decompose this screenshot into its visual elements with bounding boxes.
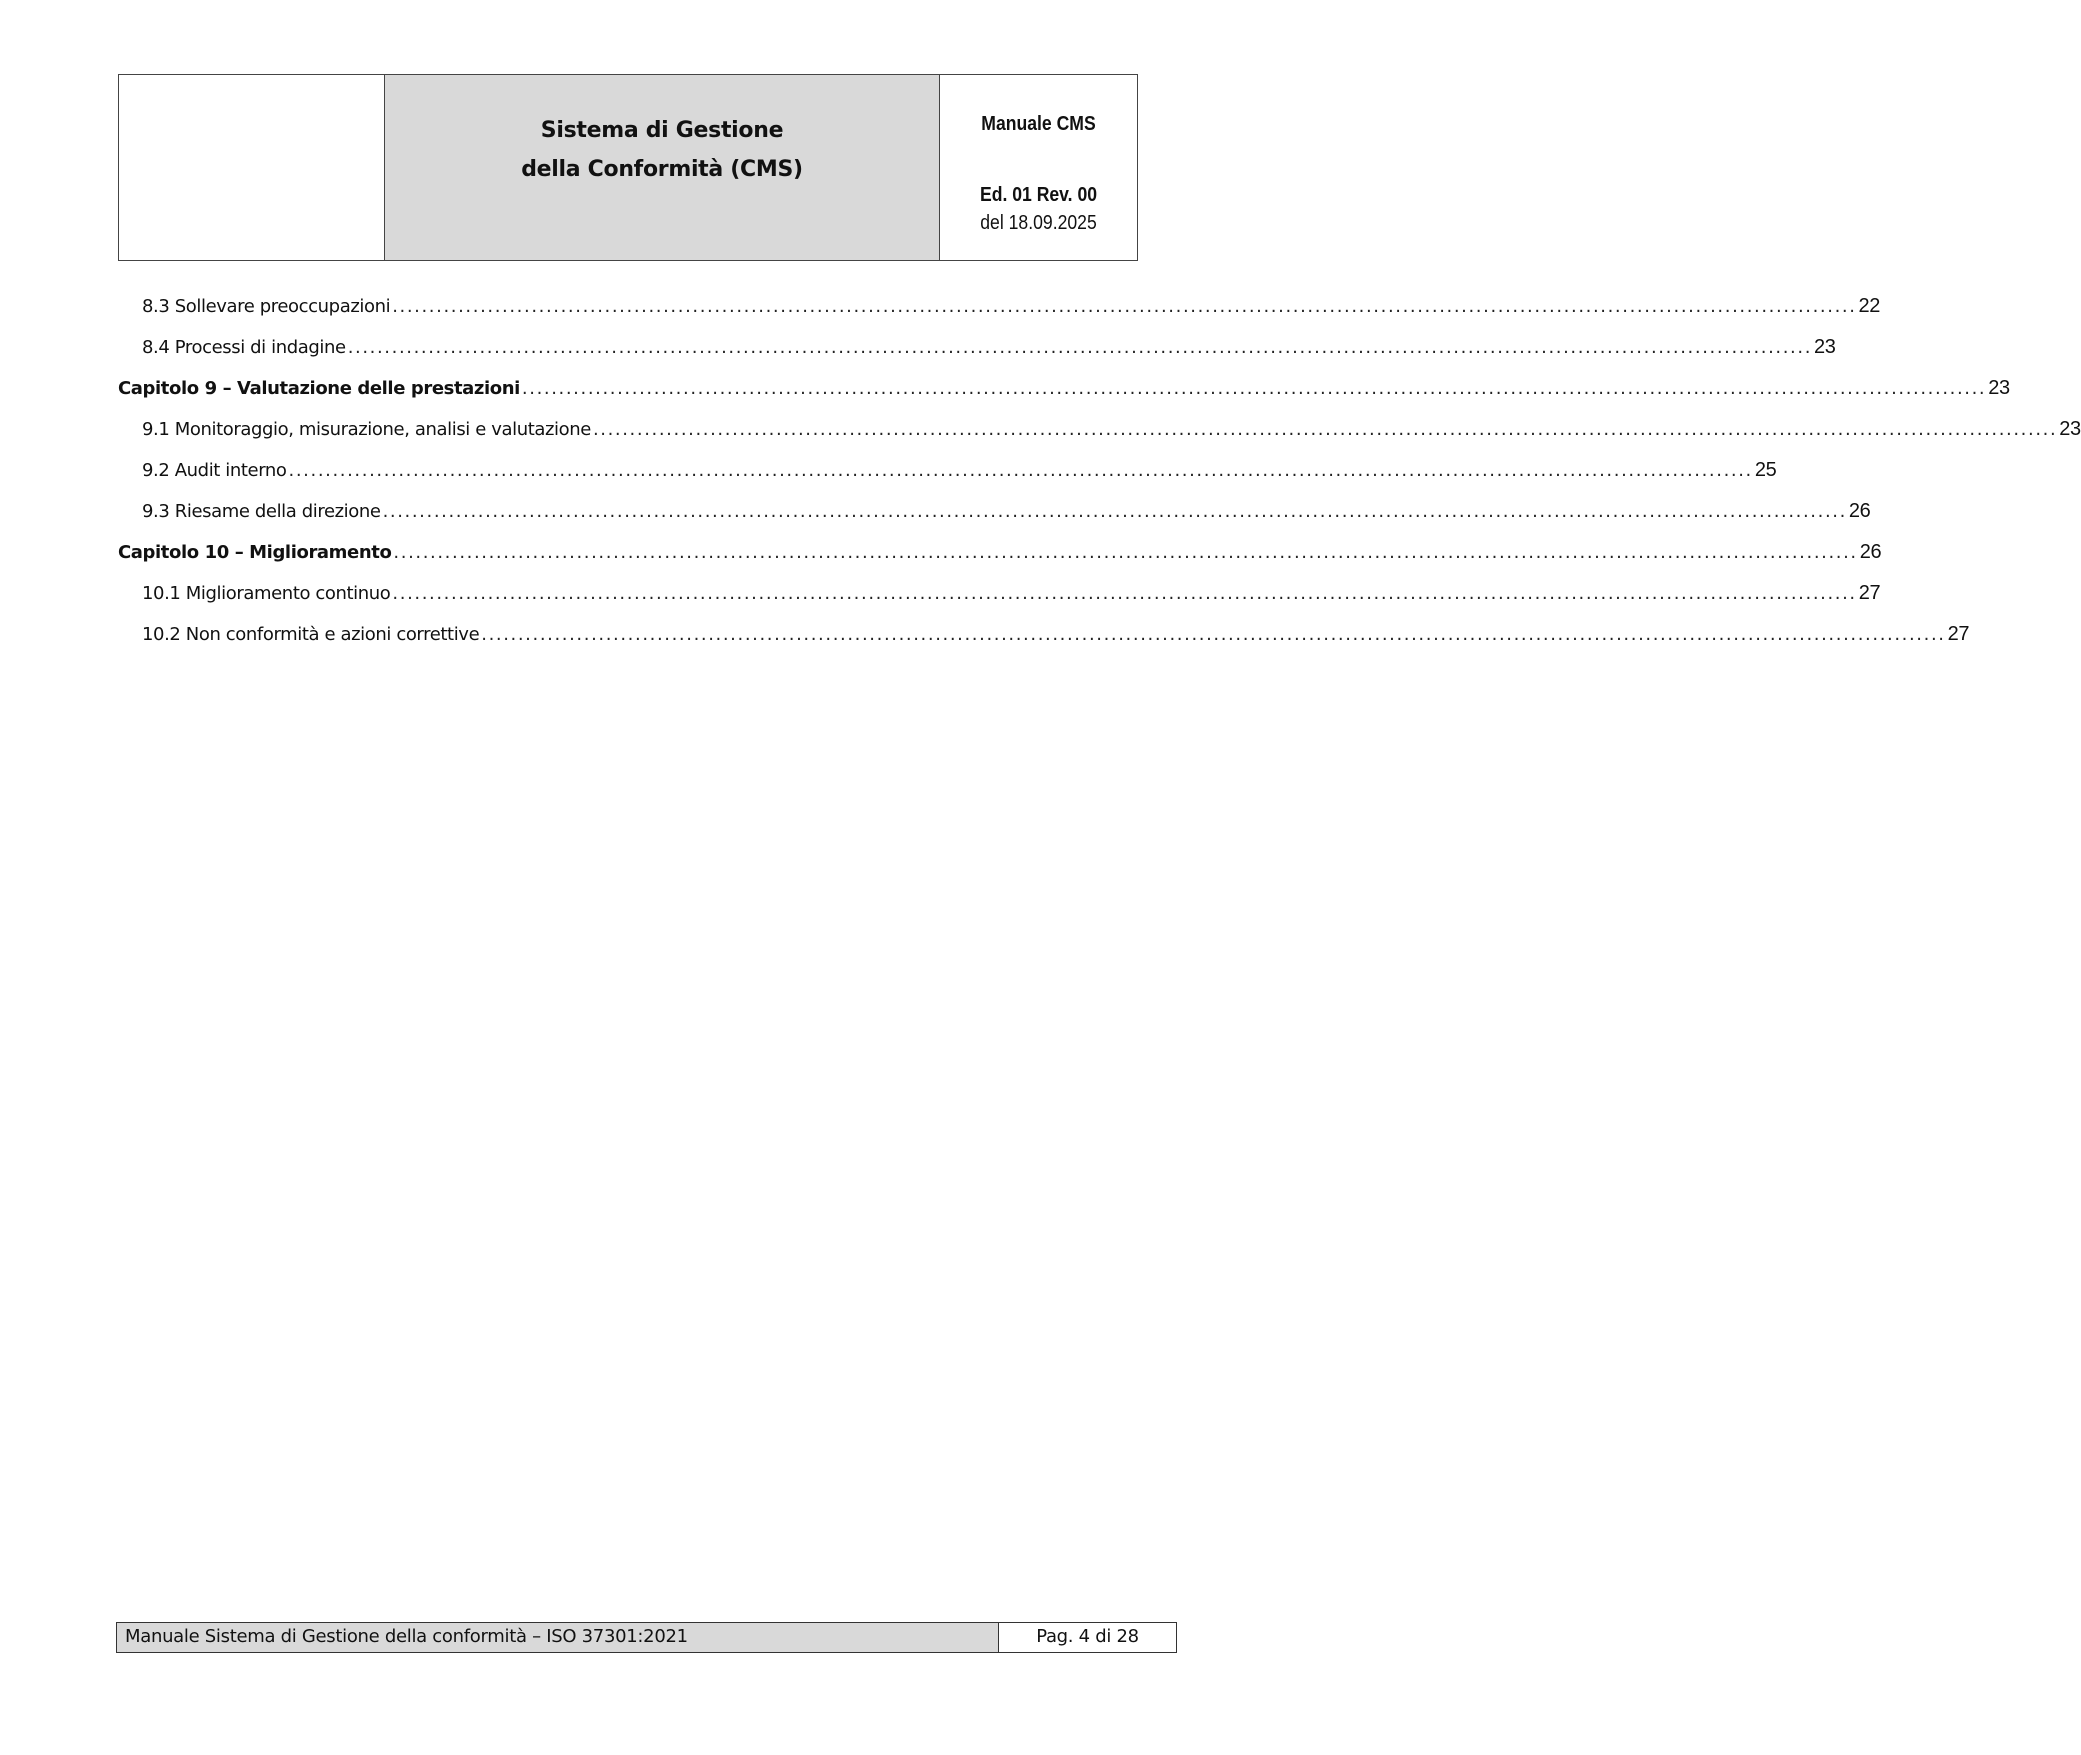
revision-date: del 18.09.2025 bbox=[980, 212, 1097, 234]
toc-entry-label: 9.2 Audit interno bbox=[142, 460, 287, 481]
edition-revision: Ed. 01 Rev. 00 bbox=[979, 184, 1098, 206]
toc-entry-label: 9.3 Riesame della direzione bbox=[142, 501, 381, 522]
toc-entry-label: Capitolo 9 – Valutazione delle prestazioni bbox=[118, 378, 520, 399]
page-header bbox=[118, 74, 1138, 261]
toc-entry-page: 23 bbox=[2059, 418, 2081, 440]
toc-entry-page: 22 bbox=[1858, 295, 1880, 317]
toc-entry-page: 23 bbox=[1814, 336, 1836, 358]
title-line-1: Sistema di Gestione bbox=[540, 118, 784, 143]
toc-entry[interactable] bbox=[118, 286, 1880, 327]
header-meta-cell bbox=[940, 75, 1137, 260]
header-title-cell bbox=[385, 75, 940, 260]
toc-entry[interactable] bbox=[118, 327, 1836, 368]
toc-entry-label: 9.1 Monitoraggio, misurazione, analisi e valutazione bbox=[142, 419, 591, 440]
toc-leader-dots: ........................................................................................................................................................................................................ bbox=[347, 337, 1813, 358]
toc-entry[interactable] bbox=[118, 491, 1871, 532]
toc-leader-dots: ........................................................................................................................................................................................................ bbox=[382, 501, 1847, 522]
header-logo-cell bbox=[119, 75, 385, 260]
footer-page-indicator: Pag. 4 di 28 bbox=[999, 1623, 1176, 1652]
toc-entry-page: 27 bbox=[1858, 582, 1881, 604]
toc-entry-page: 26 bbox=[1859, 541, 1882, 563]
toc-leader-dots: ........................................................................................................................................................................................................ bbox=[392, 583, 1857, 604]
toc-entry-label: 10.1 Miglioramento continuo bbox=[142, 583, 391, 604]
toc-chapter-entry[interactable] bbox=[118, 532, 1882, 573]
toc-chapter-entry[interactable] bbox=[118, 368, 2010, 409]
toc-leader-dots: ........................................................................................................................................................................................................ bbox=[481, 624, 1946, 645]
page-footer bbox=[116, 1622, 1177, 1653]
toc-entry[interactable] bbox=[118, 450, 1777, 491]
toc-leader-dots: ........................................................................................................................................................................................................ bbox=[392, 296, 1857, 317]
toc-leader-dots: ........................................................................................................................................................................................................ bbox=[592, 419, 2058, 440]
toc-leader-dots: ........................................................................................................................................................................................................ bbox=[393, 542, 1858, 563]
toc-leader-dots: ........................................................................................................................................................................................................ bbox=[288, 460, 1753, 481]
toc-entry-label: 10.2 Non conformità e azioni correttive bbox=[142, 624, 480, 645]
toc-entry-page: 23 bbox=[1988, 377, 2010, 399]
toc-entry-page: 26 bbox=[1848, 500, 1871, 522]
toc-entry-page: 27 bbox=[1947, 623, 1970, 645]
toc-entry[interactable] bbox=[118, 409, 2081, 450]
toc-leader-dots: ........................................................................................................................................................................................................ bbox=[521, 378, 1987, 399]
toc-entry-label: Capitolo 10 – Miglioramento bbox=[118, 542, 392, 563]
toc-entry[interactable] bbox=[118, 573, 1881, 614]
toc-entry-label: 8.3 Sollevare preoccupazioni bbox=[142, 296, 391, 317]
title-line-2: della Conformità (CMS) bbox=[521, 157, 803, 182]
footer-document-title: Manuale Sistema di Gestione della conformità – ISO 37301:2021 bbox=[117, 1623, 999, 1652]
toc-entry[interactable] bbox=[118, 614, 1970, 655]
toc-entry-label: 8.4 Processi di indagine bbox=[142, 337, 346, 358]
document-system-title bbox=[385, 111, 939, 189]
toc-entry-page: 25 bbox=[1754, 459, 1777, 481]
table-of-contents bbox=[118, 286, 2081, 655]
document-name: Manuale CMS bbox=[981, 113, 1096, 135]
